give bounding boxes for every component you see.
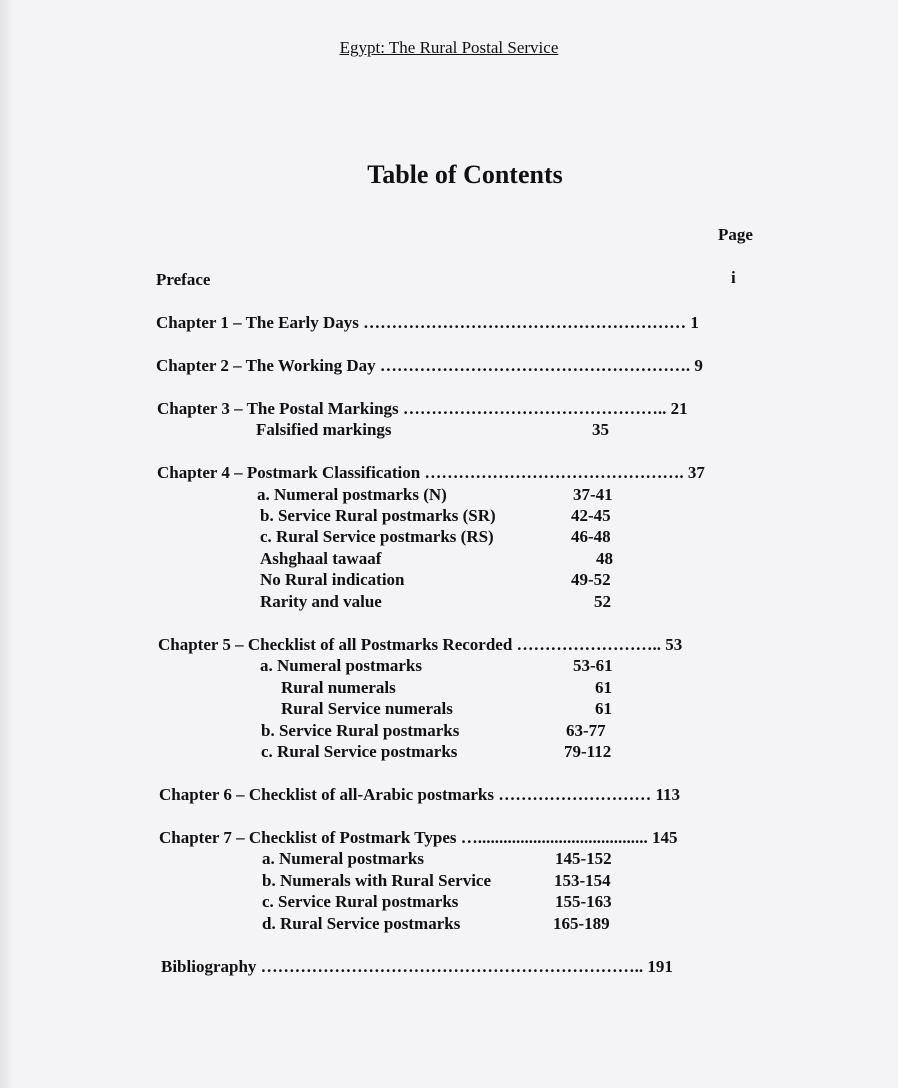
toc-entry-chapter-1: Chapter 1 – The Early Days ………………………………………………… 1 — [156, 313, 699, 332]
toc-sub-label: c. Service Rural postmarks — [262, 892, 459, 911]
page-column-label: Page — [718, 225, 753, 244]
toc-entry-preface: Preface — [156, 270, 211, 289]
toc-sub-label: b. Numerals with Rural Service — [262, 871, 492, 890]
toc-sub-page: 53-61 — [573, 656, 613, 675]
toc-sub-label: Falsified markings — [256, 420, 392, 439]
toc-entry-chapter-5: Chapter 5 – Checklist of all Postmarks Recorded …………………….. 53 — [158, 635, 683, 654]
toc-sub-page: 63-77 — [566, 721, 606, 740]
toc-sub-page: 46-48 — [571, 527, 611, 546]
toc-entry-chapter-7: Chapter 7 – Checklist of Postmark Types …........................................ 145 — [159, 828, 678, 847]
toc-sub-page: 37-41 — [573, 485, 613, 504]
toc-sub-label: b. Service Rural postmarks (SR) — [260, 506, 496, 525]
toc-entry-chapter-3: Chapter 3 – The Postal Markings ……………………………………….. 21 — [157, 399, 688, 418]
toc-sub-label: b. Service Rural postmarks — [261, 721, 460, 740]
toc-sub-label: Rural Service numerals — [281, 699, 453, 718]
toc-sub-label: a. Numeral postmarks (N) — [257, 485, 447, 504]
toc-sub-page: 165-189 — [553, 914, 610, 933]
toc-sub-page: 35 — [592, 420, 609, 439]
toc-sub-label: a. Numeral postmarks — [262, 849, 424, 868]
toc-sub-page: 42-45 — [571, 506, 611, 525]
toc-sub-label: Rural numerals — [281, 678, 396, 697]
toc-sub-label: c. Rural Service postmarks — [261, 742, 458, 761]
toc-entry-chapter-2: Chapter 2 – The Working Day ………………………………………………. 9 — [156, 356, 703, 375]
toc-sub-label: c. Rural Service postmarks (RS) — [260, 527, 494, 546]
running-head: Egypt: The Rural Postal Service — [339, 38, 559, 57]
toc-sub-label: Rarity and value — [260, 592, 382, 611]
toc-sub-page: 145-152 — [555, 849, 612, 868]
toc-sub-page: 49-52 — [571, 570, 611, 589]
toc-sub-label: Ashghaal tawaaf — [260, 549, 382, 568]
toc-sub-page: 61 — [595, 678, 612, 697]
toc-title: Table of Contents — [367, 160, 563, 189]
toc-sub-label: a. Numeral postmarks — [260, 656, 422, 675]
toc-sub-label: No Rural indication — [260, 570, 405, 589]
toc-sub-page: 48 — [596, 549, 613, 568]
toc-entry-chapter-6: Chapter 6 – Checklist of all-Arabic postmarks ……………………… 113 — [159, 785, 681, 804]
toc-page-preface: i — [731, 268, 736, 287]
toc-sub-page: 153-154 — [554, 871, 611, 890]
toc-sub-page: 79-112 — [564, 742, 612, 761]
toc-entry-bibliography: Bibliography ………………………………………………………….. 191 — [161, 957, 673, 976]
toc-sub-page: 61 — [595, 699, 612, 718]
toc-sub-label: d. Rural Service postmarks — [262, 914, 461, 933]
toc-sub-page: 155-163 — [555, 892, 612, 911]
toc-entry-chapter-4: Chapter 4 – Postmark Classification ………………………………………. 37 — [157, 463, 705, 482]
toc-sub-page: 52 — [594, 592, 611, 611]
